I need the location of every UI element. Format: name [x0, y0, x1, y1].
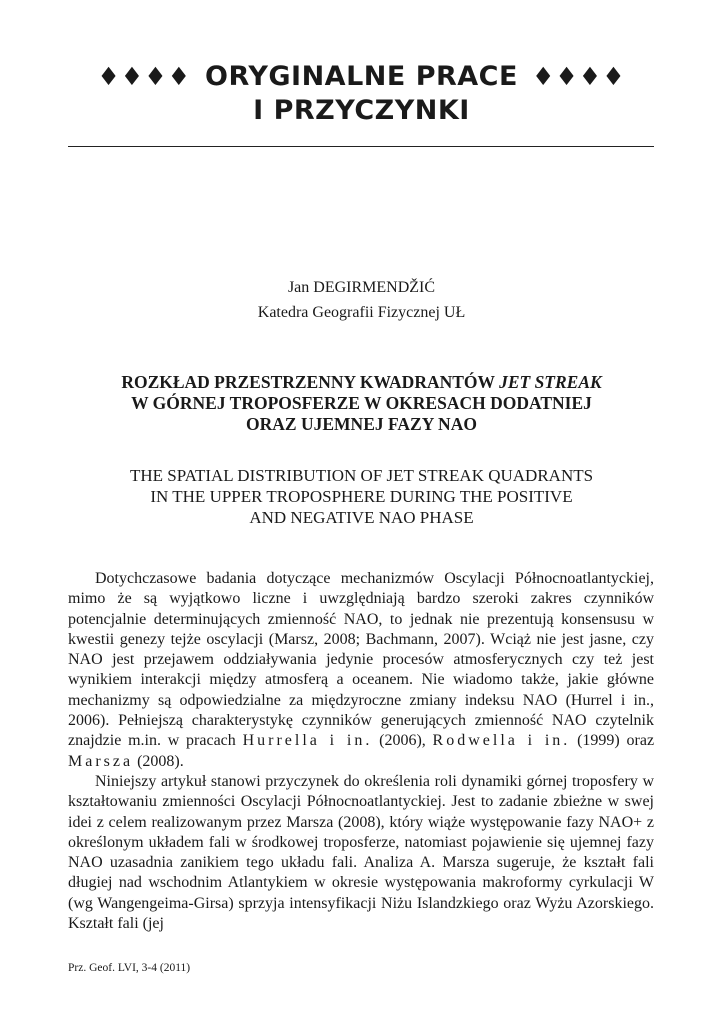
- title-english-line-1: THE SPATIAL DISTRIBUTION OF JET STREAK QUADRANTS: [129, 466, 594, 485]
- title-polish-line-3: ORAZ UJEMNEJ FAZY NAO: [246, 414, 477, 434]
- author-affiliation: Katedra Geografii Fizycznej UŁ: [257, 304, 466, 321]
- title-polish-line-1-text: ROZKŁAD PRZESTRZENNY KWADRANTÓW: [121, 372, 495, 392]
- journal-citation: Prz. Geof. LVI, 3-4 (2011): [68, 962, 191, 974]
- paragraph-1-text-b: (2006),: [379, 732, 426, 750]
- title-polish-line-1: [80, 372, 643, 393]
- paragraph-2: Niniejszy artykuł stanowi przyczynek do określenia roli dynamiki górnej troposfery w kształtowaniu zmienności Oscylacji Północnoatlantyckiej. Jest to zadanie zbieżne w swej idei z celem realizowanym przez Marsza (2008), który wiąże występowanie fazy NAO+ z określonym układem fali w środkowej troposferze, natomiast pojawienie się ujemnej fazy NAO uzasadnia zanikiem tego układu fali. Analiza A. Marsza sugeruje, że kształt fali długiej nad wschodnim Atlantykiem w okresie występowania makroformy cyrkulacji W (wg Wangengeima-Girsa) sprzyja intensyfikacji Niżu Islandzkiego oraz Wyżu Azorskiego. Kształt fali (jej: [68, 772, 654, 933]
- author-name: Jan DEGIRMENDŽIĆ: [287, 279, 436, 296]
- body-text: [68, 569, 654, 934]
- section-header: [0, 60, 723, 128]
- section-header-text-1: ORYGINALNE PRACE: [205, 61, 518, 92]
- diamond-ornament-icon: ♦♦♦♦: [531, 62, 626, 91]
- paragraph-1-text-d: (2008).: [137, 752, 184, 770]
- paragraph-1-text-a: Dotychczasowe badania dotyczące mechanizmów Oscylacji Północnoatlantyckiej, mimo że są wyjątkowo liczne i uwzględniają bardzo szeroki zakres czynników potencjalnie determinujących zmienność NAO, to jednak nie prezentują konsensusu w kwestii genezy tejże oscylacji (Marsz, 2008; Bachmann, 2007). Wciąż nie jest jasne, czy NAO jest przejawem oddziaływania jedynie procesów atmosferycznych czy też jest wynikiem interakcji między atmosferą a oceanem. Nie wiadomo także, jakie główne mechanizmy są odpowiedzialne za międzyroczne zmiany indeksu NAO (Hurrel i in., 2006). Pełniejszą charakterystykę czynników generujących zmienność NAO czytelnik znajdzie m.in. w pracach: [68, 570, 654, 750]
- title-polish-emphasis: JET STREAK: [499, 372, 602, 392]
- title-polish: [80, 372, 643, 435]
- paragraph-1: [68, 569, 654, 772]
- header-divider: [68, 146, 654, 147]
- title-english: [80, 465, 643, 528]
- title-english-line-2: IN THE UPPER TROPOSPHERE DURING THE POSITIVE: [150, 487, 573, 506]
- author-citation-rodwell: Rodwella i in.: [432, 732, 571, 750]
- title-polish-line-2: W GÓRNEJ TROPOSFERZE W OKRESACH DODATNIEJ: [131, 393, 592, 413]
- paragraph-1-text-c: (1999) oraz: [577, 732, 655, 750]
- author-citation-hurrel: Hurrella i in.: [242, 732, 373, 750]
- section-header-line-2: I PRZYCZYNKI: [253, 95, 470, 126]
- diamond-ornament-icon: ♦♦♦♦: [97, 62, 192, 91]
- title-english-line-3: AND NEGATIVE NAO PHASE: [249, 508, 474, 527]
- author-citation-marsz: Marsza: [68, 752, 134, 770]
- section-header-line-1: [0, 60, 723, 94]
